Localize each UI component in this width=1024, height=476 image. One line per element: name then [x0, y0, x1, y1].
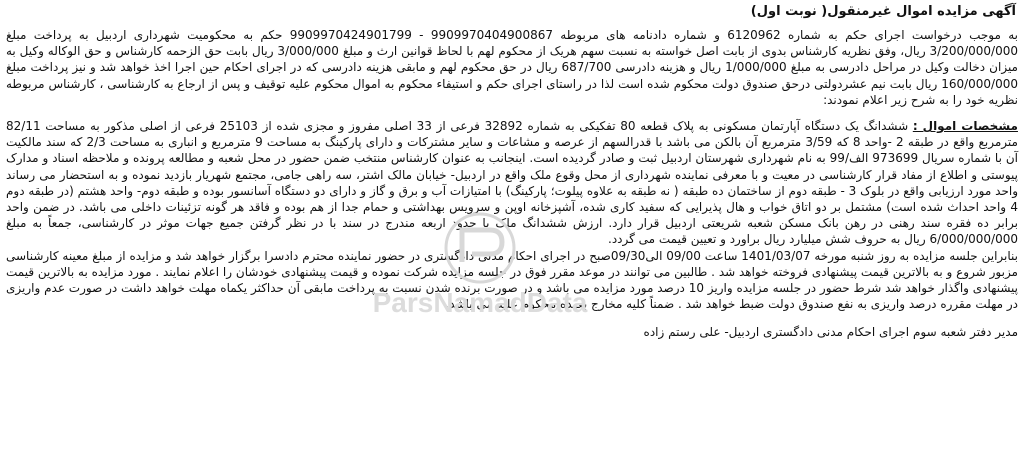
signature-line: مدیر دفتر شعبه سوم اجرای احکام مدنی دادگستری اردبیل- علی رستم زاده — [643, 325, 1018, 340]
property-specs-paragraph — [6, 118, 1018, 248]
auction-notice — [6, 0, 1018, 476]
watermark-text: ParsNamadData — [372, 287, 588, 318]
intro-paragraph: به موجب درخواست اجرای حکم به شماره 6120962 و شماره دادنامه های مربوطه 9909970404900867 - 9909970424901799 حکم به محکومیت شهرداری اردبیل به پرداخت مبلغ 3/200/000/000 ریال، وفق نظریه کارشناس بدوی از بابت اصل خواسته به نسبت سهم هریک از محکوم لهم با لحاظ قوانین ارث و مبلغ 3/000/000 ریال بابت حق الزحمه کارشناس و حق الوکاله وکیل به میزان دخالت وکیل در مراحل دادرسی به مبلغ 1/000/000 ریال و هزینه دادرسی 687/700 ریال در حق محکوم لهم و مابقی هزینه دادرسی که در اجرای احکام حین اجرا اخذ خواهد شد و نیز پرداخت مبلغ 160/000/000 ریال بابت نیم عشردولتی درحق صندوق دولت محکوم شده است لذا در راستای اجرای حکم و استیفاء محکوم به اموال محکوم علیه توقیف و پس از ارجاع به کارشناسی ، کارشناس مربوطه نظریه خود را به شرح زیر اعلام نمودند: — [6, 28, 1019, 107]
notice-title: آگهی مزایده اموال غیرمنقول( نوبت اول) — [750, 4, 1016, 19]
auction-paragraph: بنابراین جلسه مزایده به روز شنبه مورخه 1401/03/07 ساعت 09/00 الی09/30صبح در اجرای احکام مدنی دادگستری در حضور نماینده محترم دادسرا برگزار خواهد شد و مزایده از مبلغ معینه کارشناسی مزبور شروع و به بالاترین قیمت پیشنهادی فروخته خواهد شد . طالبین می توانند در موعد مقرر فوق در جلسه مزایده شرکت نموده و قیمت پیشنهادی خودشان را اعلام نمایند . مورد مزایده به بالاترین قیمت پیشنهادی واگذار خواهد شد شرط حضور در جلسه مزایده واریز 10 درصد مورد مزایده می باشد و در صورت برنده شدن نسبت به پرداخت مابقی آن حداکثر یکماه مهلت خواهد داشت در صورت عدم واریزی در مهلت مقرره درصد واریزی به نفع صندوق دولت ضبط خواهد شد . ضمناً کلیه مخارج بعهده محکوم علیه می باشد. — [6, 248, 1018, 312]
specs-label: مشخصات اموال : — [912, 119, 1018, 134]
specs-text: ششدانگ یک دستگاه آپارتمان مسکونی به پلاک قطعه 80 تفکیکی به شماره 32892 فرعی از 33 اصلی مفروز و مجزی شده از 25103 فرعی از اصلی مذکور به مساحت 82/11 مترمربع واقع در طبقه 2 -واحد 8 که 3/59 مترمربع آن بالکن می باشد با قدرالسهم از عرصه و مشاعات و سایر مشترکات و دارای پارکینگ به مساحت 9 مترمربع و انباری به مساحت 2/3 که سند مالکیت آن با شماره سریال 973699 الف/99 به نام شهرداری شهرستان اردبیل ثبت و صادر گردیده است. اینجانب به عنوان کارشناس منتخب ضمن حضور در محل شعبه و مطالعه پرونده و ملاحظه اسناد و مدارک پیوستی و اطلاع از مفاد قرار کارشناسی در معیت و با معرفی نماینده شهرداری از محل وقوع ملک واقع در اردبیل- خیابان مالک اشتر، سه راهی جامی، مجتمع شهریار بازدید نموده و به استحضار می رساند واحد مورد ارزیابی واقع در بلوک 3 - طبقه دوم از ساختمان ده طبقه ( نه طبقه به علاوه پیلوت؛ پارکینگ) با امتیازات آب و برق و گاز و دارای دو دستگاه آسانسور بوده و طبقه دوم- واحد هشتم (در طبقه دوم 4 واحد احداث شده است) مشتمل بر دو اتاق خواب و هال پذیرایی که سفید کاری شده، آشپزخانه اوپن و سرویس بهداشتی و حمام جدا از هم بوده و فاقد هر گونه تزئینات داخلی می باشد. در ضمن واحد برابر ده فقره سند رهنی در رهن بانک مسکن شعبه شریعتی اردبیل قرار دارد. ارزش ششدانگ ملک با حدود اربعه مندرج در سند با در نظر گرفتن جمیع جهات موثر در کارشناسی، جمعاً به مبلغ 6/000/000/000 ریال به حروف شش میلیارد ریال براورد و تعیین قیمت می گردد. — [6, 119, 1018, 247]
